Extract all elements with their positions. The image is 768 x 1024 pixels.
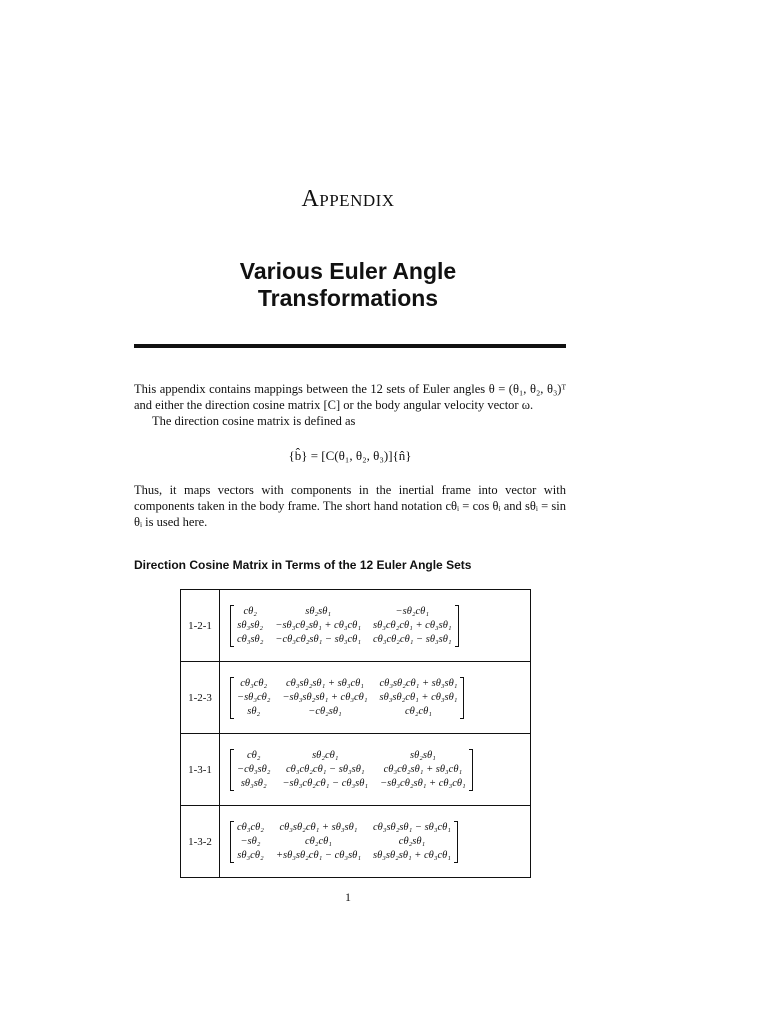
matrix-entry: cθ₂cθ₁	[304, 835, 332, 847]
dcm-table	[180, 589, 531, 878]
matrix-entry: sθ₃sθ₂sθ₁ + cθ₃cθ₁	[372, 849, 451, 861]
matrix-entry: sθ₃cθ₂cθ₁ + cθ₃sθ₁	[373, 619, 452, 631]
matrix-entry: −sθ₃cθ₂cθ₁ − cθ₃sθ₁	[282, 777, 369, 789]
matrix-cell	[220, 734, 531, 806]
matrix-entry: cθ₂	[246, 749, 261, 761]
intro-paragraph: This appendix contains mappings between the 12 sets of Euler angles θ = (θ₁, θ₂, θ₃)ᵀ and either the direction cosine matrix [C] or the body angular velocity vector ω.	[134, 382, 566, 412]
direction-cosine-matrix	[230, 749, 473, 791]
euler-sequence-label: 1-2-1	[181, 590, 220, 662]
section-heading: Direction Cosine Matrix in Terms of the 12 Euler Angle Sets	[134, 558, 472, 572]
matrix-entry: −sθ₃cθ₂sθ₁ + cθ₃cθ₁	[275, 619, 361, 631]
page-number: 1	[345, 890, 351, 904]
table-row	[181, 590, 531, 662]
matrix-entry: cθ₃cθ₂	[240, 677, 268, 689]
matrix-entry: −sθ₂cθ₁	[395, 605, 429, 617]
matrix-entry: sθ₃sθ₂cθ₁ + cθ₃sθ₁	[379, 691, 458, 703]
euler-sequence-label: 1-3-2	[181, 806, 220, 878]
matrix-entry: cθ₂cθ₁	[405, 705, 432, 717]
matrix-entry: sθ₃sθ₂	[240, 777, 267, 789]
matrix-entry: −cθ₂sθ₁	[308, 705, 342, 717]
definition-paragraph: The direction cosine matrix is defined as	[152, 414, 356, 428]
title-line-1: Various Euler Angle	[239, 258, 457, 284]
direction-cosine-matrix	[230, 821, 458, 863]
page-title	[0, 258, 696, 312]
matrix-cell	[220, 590, 531, 662]
matrix-entry: cθ₂sθ₁	[398, 835, 426, 847]
matrix-entry: cθ₃sθ₂sθ₁ − sθ₃cθ₁	[372, 821, 451, 833]
matrix-entry: cθ₃sθ₂	[237, 633, 264, 645]
matrix-entry: −sθ₃cθ₂	[237, 691, 271, 703]
matrix-entry: −sθ₂	[240, 835, 261, 847]
matrix-entry: sθ₂sθ₁	[409, 749, 436, 761]
euler-sequence-label: 1-3-1	[181, 734, 220, 806]
matrix-entry: sθ₃cθ₂	[237, 849, 264, 861]
matrix-entry: cθ₃sθ₂cθ₁ + sθ₃sθ₁	[379, 677, 458, 689]
direction-cosine-matrix	[230, 605, 459, 647]
title-rule	[134, 344, 566, 348]
matrix-entry: sθ₃sθ₂	[237, 619, 264, 631]
matrix-entry: cθ₃sθ₂cθ₁ + sθ₃sθ₁	[279, 821, 358, 833]
appendix-label: Appendix	[301, 186, 395, 212]
matrix-cell	[220, 662, 531, 734]
direction-cosine-matrix	[230, 677, 464, 719]
matrix-entry: −sθ₃cθ₂sθ₁ + cθ₃cθ₁	[380, 777, 466, 789]
table-row	[181, 806, 531, 878]
dcm-equation: {b̂} = [C(θ₁, θ₂, θ₃)]{n̂}	[288, 448, 412, 463]
matrix-entry: sθ₂sθ₁	[305, 605, 332, 617]
matrix-entry: cθ₂	[243, 605, 257, 617]
matrix-entry: −sθ₃sθ₂sθ₁ + cθ₃cθ₁	[282, 691, 368, 703]
matrix-entry: sθ₂	[247, 705, 261, 717]
matrix-entry: −cθ₃cθ₂sθ₁ − sθ₃cθ₁	[275, 633, 361, 645]
matrix-entry: cθ₃cθ₂	[237, 821, 264, 833]
matrix-entry: cθ₃cθ₂cθ₁ − sθ₃sθ₁	[286, 763, 365, 775]
matrix-cell	[220, 806, 531, 878]
matrix-entry: +sθ₃sθ₂cθ₁ − cθ₃sθ₁	[275, 849, 361, 861]
notation-paragraph: Thus, it maps vectors with components in the inertial frame into vector with components taken in the body frame. The short hand notation cθᵢ = cos θᵢ and sθᵢ = sin θᵢ is used here.	[134, 483, 566, 529]
matrix-entry: cθ₃cθ₂sθ₁ + sθ₃cθ₁	[383, 763, 463, 775]
title-line-2: Transformations	[257, 285, 439, 311]
matrix-entry: −cθ₃sθ₂	[237, 763, 271, 775]
table-row	[181, 734, 531, 806]
table-row	[181, 662, 531, 734]
matrix-entry: cθ₃cθ₂cθ₁ − sθ₃sθ₁	[373, 633, 452, 645]
matrix-entry: cθ₃sθ₂sθ₁ + sθ₃cθ₁	[285, 677, 364, 689]
euler-sequence-label: 1-2-3	[181, 662, 220, 734]
matrix-entry: sθ₂cθ₁	[312, 749, 339, 761]
